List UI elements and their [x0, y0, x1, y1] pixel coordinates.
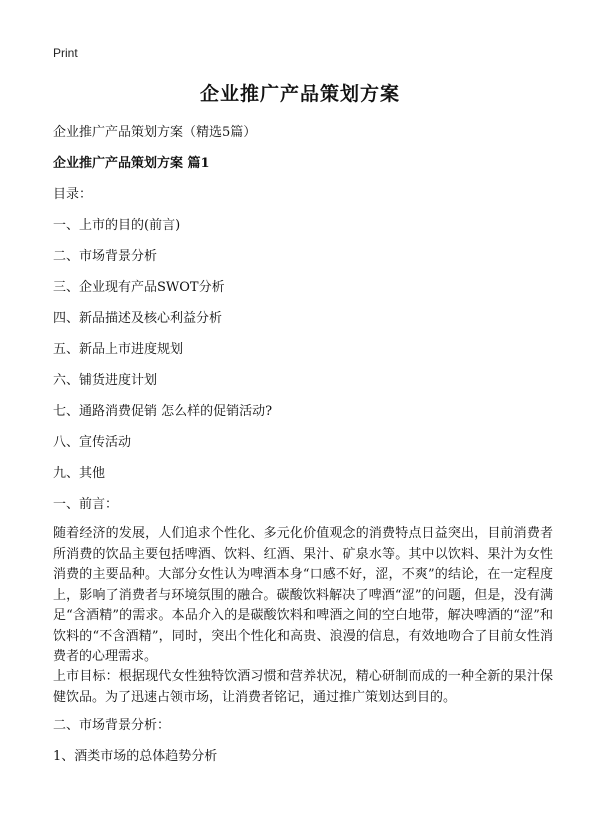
toc-item: 八、宣传活动	[53, 435, 132, 450]
toc-item: 二、市场背景分析	[53, 249, 158, 264]
document-subtitle: 企业推广产品策划方案（精选5篇）	[53, 125, 257, 140]
toc-item: 四、新品描述及核心利益分析	[53, 311, 223, 326]
preface-paragraph: 随着经济的发展，人们追求个性化、多元化价值观念的消费特点日益突出，目前消费者所消费的饮品主要包括啤酒、饮料、红酒、果汁、矿泉水等。其中以饮料、果汁为女性消费的主要品种。大部分女性认为啤酒本身“口感不好，涩，不爽”的结论，在一定程度上，影响了消费者与环境氛围的融合。碳酸饮料解决了啤酒“涩”的问题，但是，没有满足“含酒精”的需求。本品介入的是碳酸饮料和啤酒之间的空白地带，解决啤酒的“涩”和饮料的“不含酒精”，同时，突出个性化和高贵、浪漫的信息，有效地吻合了目前女性消费者的心理需求。	[53, 526, 553, 664]
print-label: Print	[53, 46, 78, 60]
toc-item: 一、上市的目的(前言)	[53, 218, 181, 233]
toc-item: 五、新品上市进度规划	[53, 342, 184, 357]
toc-item: 六、铺货进度计划	[53, 373, 158, 388]
toc-label: 目录：	[53, 187, 93, 202]
toc-item: 九、其他	[53, 466, 106, 481]
section-heading: 企业推广产品策划方案 篇1	[53, 156, 210, 171]
market-subheading: 1、酒类市场的总体趋势分析	[53, 749, 218, 764]
document-title: 企业推广产品策划方案	[199, 83, 400, 105]
goal-paragraph: 上市目标：根据现代女性独特饮酒习惯和营养状况，精心研制而成的一种全新的果汁保健饮品。为了迅速占领市场，让消费者铭记，通过推广策划达到目的。	[53, 669, 553, 705]
market-heading: 二、市场背景分析：	[53, 718, 171, 733]
toc-item: 七、通路消费促销 怎么样的促销活动?	[53, 404, 273, 419]
preface-heading: 一、前言：	[53, 497, 119, 512]
toc-item: 三、企业现有产品SWOT分析	[53, 280, 225, 295]
